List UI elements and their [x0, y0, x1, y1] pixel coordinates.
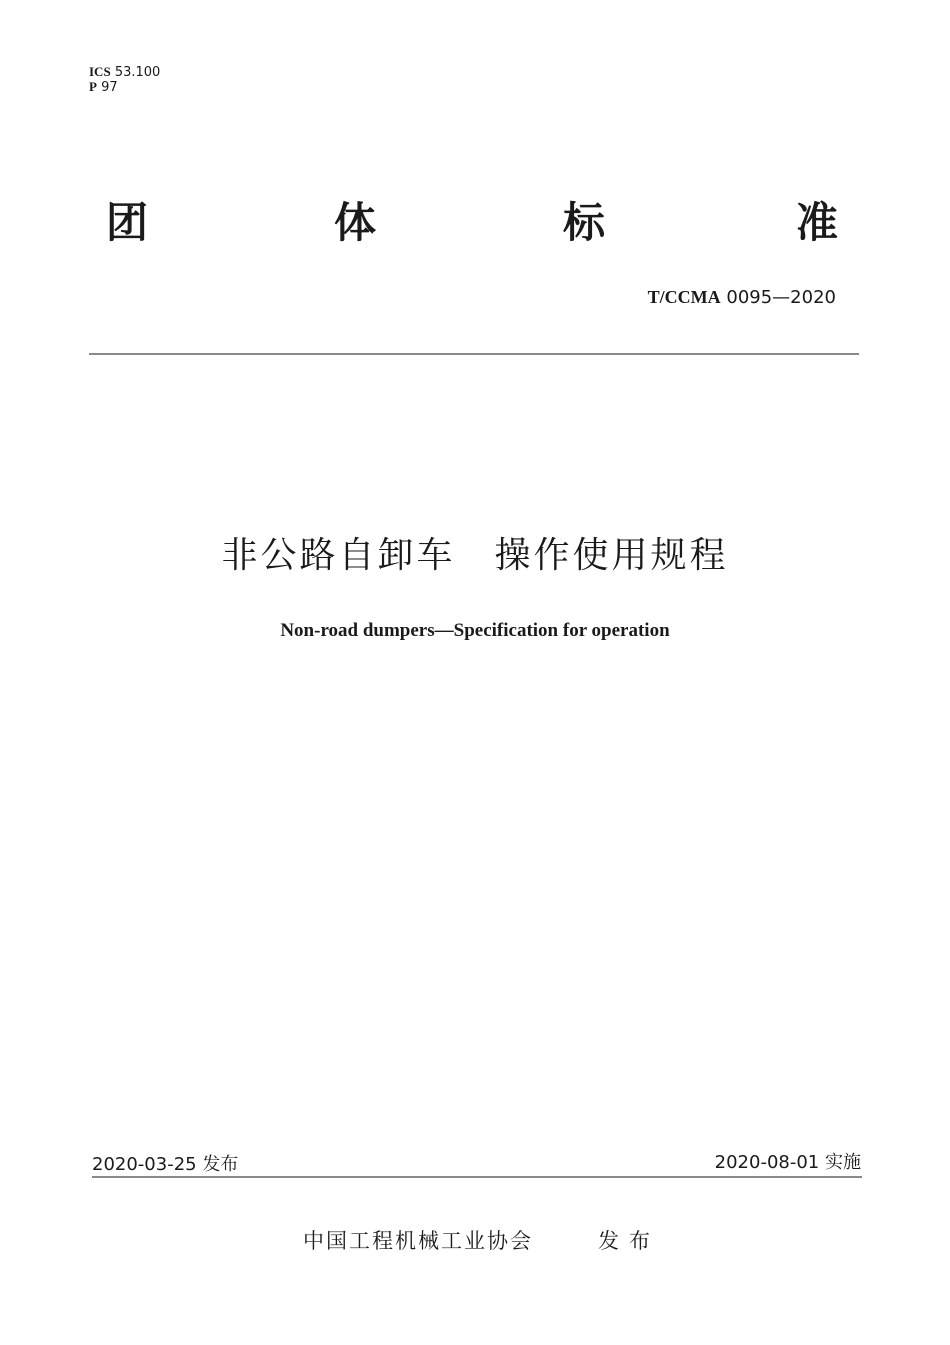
bottom-divider	[92, 1176, 862, 1178]
title-english: Non-road dumpers—Specification for operation	[280, 620, 670, 641]
p-value: 97	[101, 80, 118, 95]
ics-label: ICS	[89, 64, 111, 79]
standard-number	[648, 287, 836, 308]
issuing-organization: 中国工程机械工业协会	[303, 1229, 533, 1253]
issue-label: 发布	[598, 1229, 660, 1253]
p-label: P	[89, 79, 97, 94]
standard-prefix: T/CCMA	[647, 287, 721, 307]
ics-code	[89, 64, 160, 80]
heading-char-3: 标	[563, 198, 606, 247]
standard-code: 0095—2020	[726, 287, 836, 308]
publish-date: 2020-03-25 发布	[92, 1154, 239, 1175]
effective-date: 2020-08-01 实施	[714, 1152, 861, 1173]
top-divider	[89, 353, 859, 355]
classification-code	[89, 79, 118, 95]
ics-value: 53.100	[114, 65, 161, 80]
heading-char-2: 体	[334, 198, 377, 247]
heading-char-1: 团	[106, 198, 149, 247]
heading-char-4: 准	[796, 198, 839, 247]
title-chinese: 非公路自卸车 操作使用规程	[221, 535, 729, 576]
